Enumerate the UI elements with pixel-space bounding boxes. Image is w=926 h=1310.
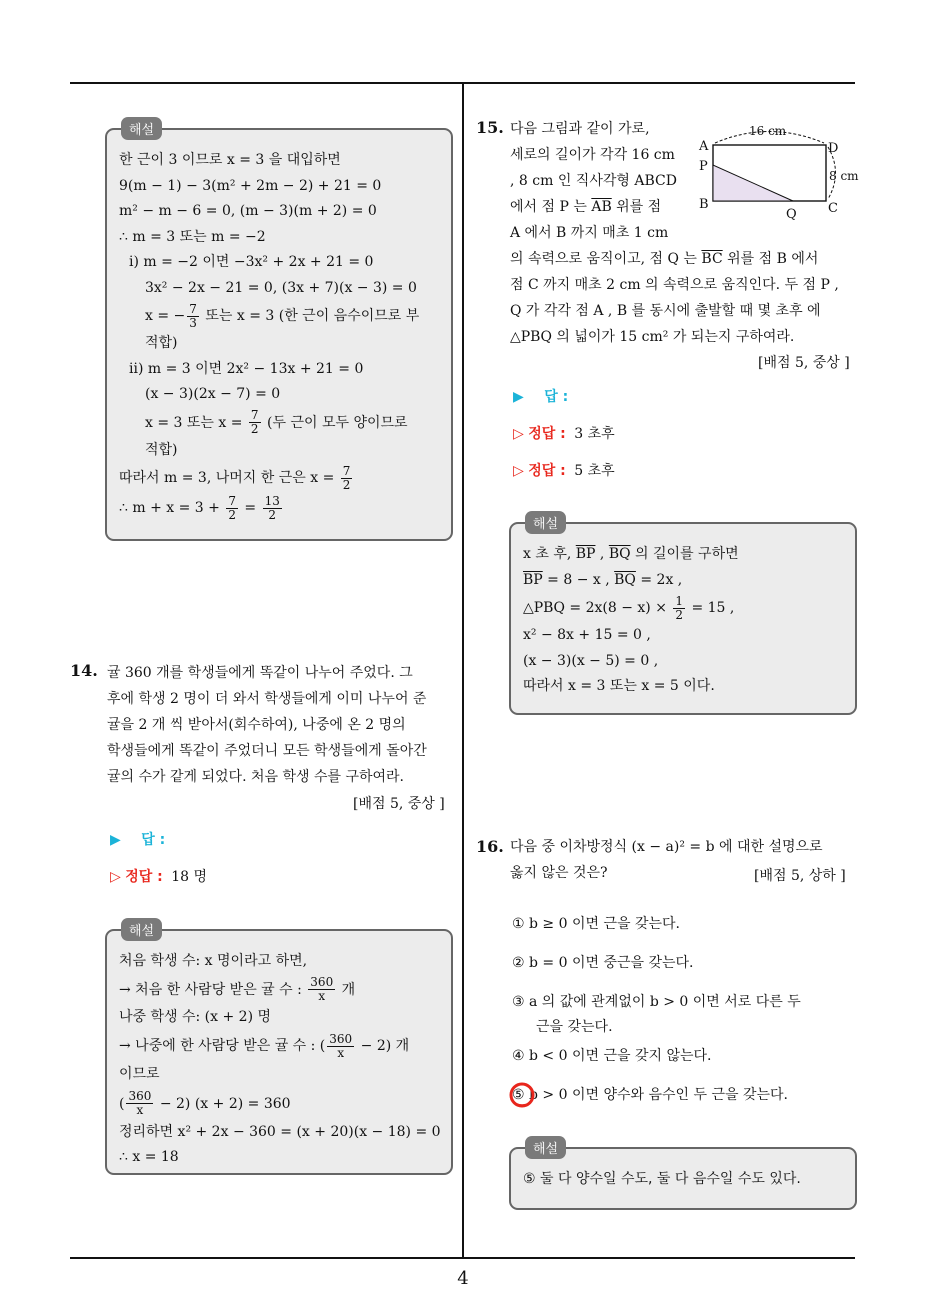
fraction [126, 1090, 153, 1117]
question-line: , 8 cm 인 직사각형 ABCD [510, 173, 677, 189]
question-number-15: 15. [476, 118, 504, 137]
text: 의 길이를 구하면 [630, 546, 739, 562]
solution-line: m² − m − 6 = 0, (m − 3)(m + 2) = 0 [119, 203, 377, 219]
label-q: Q [786, 207, 797, 220]
solution-box-15 [509, 517, 857, 715]
text: 위를 점 B 에서 [722, 251, 819, 267]
rectangle-figure [693, 120, 863, 220]
denominator: 2 [250, 422, 259, 436]
question-meta-14: [배점 5, 중상 ] [353, 796, 445, 812]
question-line: 학생들에게 똑같이 주었더니 모든 학생들에게 돌아간 [107, 743, 427, 759]
segment: $\overline{BP}$ [523, 571, 543, 588]
question-number-14: 14. [70, 661, 98, 680]
denominator: 3 [189, 315, 197, 330]
label-d: D [828, 141, 839, 156]
question-line: 세로의 길이가 각각 16 cm [510, 147, 675, 163]
text: ( [119, 1095, 125, 1112]
correct-value: 3 초후 [574, 426, 615, 442]
fraction [226, 495, 238, 522]
denominator: x [318, 989, 326, 1003]
solution-line: ∴ x = 18 [119, 1149, 179, 1165]
page-number: 4 [457, 1268, 469, 1289]
question-line [510, 194, 690, 220]
solution-line: (x − 3)(2x − 7) = 0 [145, 386, 281, 402]
answer-label: 답 : [141, 832, 166, 848]
text: (두 근이 모두 양이므로 [262, 414, 408, 431]
question-text-15-narrow [510, 116, 690, 246]
correct-answer-row-15a [513, 423, 615, 443]
question-line: 점 C 까지 매초 2 cm 의 속력으로 움직인다. 두 점 P , [510, 277, 839, 293]
correct-answer-row-14 [110, 866, 207, 886]
solution-line [523, 568, 841, 594]
column-divider [462, 83, 464, 1258]
text: 위를 점 [611, 199, 662, 215]
label-a: A [699, 139, 709, 154]
text: − 2) 개 [356, 1038, 410, 1054]
answer-row-15[interactable] [513, 386, 568, 406]
solution-line [119, 975, 437, 1005]
solution-line: ⅱ) m = 3 이면 2x² − 13x + 21 = 0 [129, 360, 364, 377]
fraction [673, 595, 685, 622]
bottom-rule [70, 1257, 855, 1259]
solution-line: 따라서 x = 3 또는 x = 5 이다. [523, 678, 715, 694]
solution-tag: 해설 [121, 117, 162, 140]
numerator: 7 [189, 301, 197, 316]
question-meta-16: [배점 5, 상하 ] [754, 868, 846, 884]
correct-arrow-icon: ▷ [513, 463, 524, 479]
solution-line [523, 542, 841, 568]
solution-line [523, 593, 841, 623]
answer-arrow-icon: ▶ [110, 832, 121, 848]
text: , [595, 546, 609, 562]
label-width: 16 cm [749, 124, 787, 138]
question-line: 옳지 않은 것은? [510, 865, 608, 881]
denominator: x [337, 1045, 345, 1060]
numerator: 7 [228, 493, 236, 508]
solution-line: 나중 학생 수: (x + 2) 명 [119, 1008, 272, 1025]
option-2[interactable]: ② b = 0 이면 중근을 갖는다. [512, 955, 694, 971]
solution-line: 이므로 [119, 1066, 160, 1082]
correct-label: 정답 : [528, 426, 566, 442]
solution-line: (x − 3)(x − 5) = 0 , [523, 652, 659, 669]
option-5[interactable]: ⑤ b > 0 이면 양수와 음수인 두 근을 갖는다. [512, 1087, 788, 1103]
solution-line [119, 1088, 437, 1120]
option-4[interactable]: ④ b < 0 이면 근을 갖지 않는다. [512, 1048, 712, 1064]
label-c: C [828, 201, 838, 216]
correct-arrow-icon: ▷ [513, 426, 524, 442]
solution-line: 정리하면 x² + 2x − 360 = (x + 20)(x − 18) = 0 [119, 1123, 441, 1140]
text: = 8 − x , [542, 571, 615, 588]
solution-tag: 해설 [121, 918, 162, 941]
text: = 15 , [687, 600, 735, 616]
text: 개 [337, 981, 356, 998]
numerator: 360 [128, 1089, 152, 1103]
text: ∴ m + x = 3 + [119, 500, 225, 516]
solution-line: 적합) [145, 335, 178, 351]
segment: $\overline{BQ}$ [608, 546, 631, 562]
numerator: 360 [329, 1031, 353, 1046]
fraction [263, 495, 282, 522]
option-3[interactable]: ③ a 의 값에 관계없이 b > 0 이면 서로 다른 두 [512, 994, 801, 1010]
question-meta-15: [배점 5, 중상 ] [758, 355, 850, 371]
text: − 2) (x + 2) = 360 [155, 1095, 291, 1112]
solution-line: ⅰ) m = −2 이면 −3x² + 2x + 21 = 0 [129, 254, 374, 270]
segment: $\overline{BQ}$ [614, 571, 636, 588]
solution-line: x² − 8x + 15 = 0 , [523, 627, 651, 643]
question-line [510, 246, 860, 272]
text: = 2x , [635, 571, 683, 588]
text: 의 속력으로 움직이고, 점 Q 는 [510, 251, 702, 267]
correct-arrow-icon: ▷ [110, 869, 121, 885]
solution-line [119, 1030, 437, 1062]
solution-line: ⑤ 둘 다 양수일 수도, 둘 다 음수일 수도 있다. [523, 1171, 801, 1187]
fraction [249, 409, 261, 436]
denominator: 2 [228, 507, 236, 522]
numerator: 7 [342, 463, 351, 478]
numerator: 7 [250, 408, 259, 422]
numerator: 360 [310, 975, 334, 989]
option-1[interactable]: ① b ≥ 0 이면 근을 갖는다. [512, 916, 680, 932]
text: 따라서 m = 3, 나머지 한 근은 x = [119, 470, 339, 486]
text: x = − [145, 308, 186, 324]
solution-line: 처음 학생 수: x 명이라고 하면, [119, 953, 308, 969]
solution-box-13 [105, 123, 453, 541]
text: △PBQ = 2x(8 − x) × [523, 600, 672, 616]
question-number-16: 16. [476, 837, 504, 856]
correct-value: 5 초후 [574, 463, 615, 479]
numerator: 1 [675, 593, 684, 608]
correct-label: 정답 : [125, 869, 163, 885]
denominator: 2 [268, 507, 277, 522]
solution-box-16 [509, 1142, 857, 1210]
solution-line: 3x² − 2x − 21 = 0, (3x + 7)(x − 3) = 0 [145, 279, 417, 296]
label-p: P [699, 159, 708, 174]
solution-line: 한 근이 3 이므로 x = 3 을 대입하면 [119, 152, 341, 168]
question-line: 다음 중 이차방정식 (x − a)² = b 에 대한 설명으로 [510, 839, 823, 855]
question-line: 귤을 2 개 씩 받아서(회수하여), 나중에 온 2 명의 [107, 717, 406, 733]
answer-label: 답 : [544, 389, 569, 405]
question-line: A 에서 B 까지 매초 1 cm [510, 225, 669, 241]
triangle-pbq [713, 165, 793, 201]
question-line: 귤 360 개를 학생들에게 똑같이 나누어 주었다. 그 [107, 665, 413, 681]
text: x = 3 또는 x = [145, 414, 247, 431]
fraction [341, 465, 353, 492]
correct-label: 정답 : [528, 463, 566, 479]
label-b: B [699, 197, 709, 212]
text: → 처음 한 사람당 받은 귤 수 : [119, 981, 307, 998]
text: = [239, 500, 261, 516]
question-line: 다음 그림과 같이 가로, [510, 121, 650, 137]
solution-line [119, 493, 437, 523]
solution-tag: 해설 [525, 1136, 566, 1159]
text: x 초 후, [523, 546, 576, 562]
correct-value: 18 명 [171, 869, 208, 885]
denominator: x [136, 1103, 144, 1117]
solution-line [119, 463, 437, 493]
text: 에서 점 P 는 [510, 199, 592, 215]
solution-tag: 해설 [525, 511, 566, 534]
answer-row-14[interactable] [110, 829, 165, 849]
fraction [327, 1033, 354, 1060]
question-line: Q 가 각각 점 A , B 를 동시에 출발할 때 몇 초후 에 [510, 303, 821, 319]
solution-line [119, 301, 437, 331]
segment-bc: $\overline{BC}$ [701, 251, 723, 267]
question-text-14 [107, 660, 457, 790]
fraction [187, 303, 199, 330]
correct-answer-row-15b [513, 460, 615, 480]
denominator: 2 [675, 607, 684, 622]
selected-answer-circle-icon [507, 1080, 537, 1110]
segment-ab: $\overline{AB}$ [591, 199, 612, 215]
solution-line: 적합) [145, 441, 178, 458]
denominator: 2 [342, 477, 351, 492]
question-line: 귤의 수가 같게 되었다. 처음 학생 수를 구하여라. [107, 769, 405, 785]
solution-box-14 [105, 924, 453, 1175]
fraction [308, 976, 335, 1003]
question-line: △PBQ 의 넓이가 15 cm² 가 되는지 구하여라. [510, 329, 795, 345]
segment: $\overline{BP}$ [575, 546, 596, 562]
option-3-continued: 근을 갖는다. [536, 1019, 613, 1035]
numerator: 13 [264, 493, 280, 508]
solution-line: 9(m − 1) − 3(m² + 2m − 2) + 21 = 0 [119, 177, 382, 194]
solution-line [119, 408, 437, 438]
solution-line: ∴ m = 3 또는 m = −2 [119, 228, 266, 245]
question-line: 후에 학생 2 명이 더 와서 학생들에게 이미 나누어 준 [107, 691, 427, 707]
text: 또는 x = 3 (한 근이 음수이므로 부 [200, 308, 420, 324]
text: → 나중에 한 사람당 받은 귤 수 : ( [119, 1038, 326, 1054]
answer-arrow-icon: ▶ [513, 389, 524, 405]
label-height: 8 cm [829, 169, 859, 183]
question-text-15-wide [510, 246, 860, 350]
